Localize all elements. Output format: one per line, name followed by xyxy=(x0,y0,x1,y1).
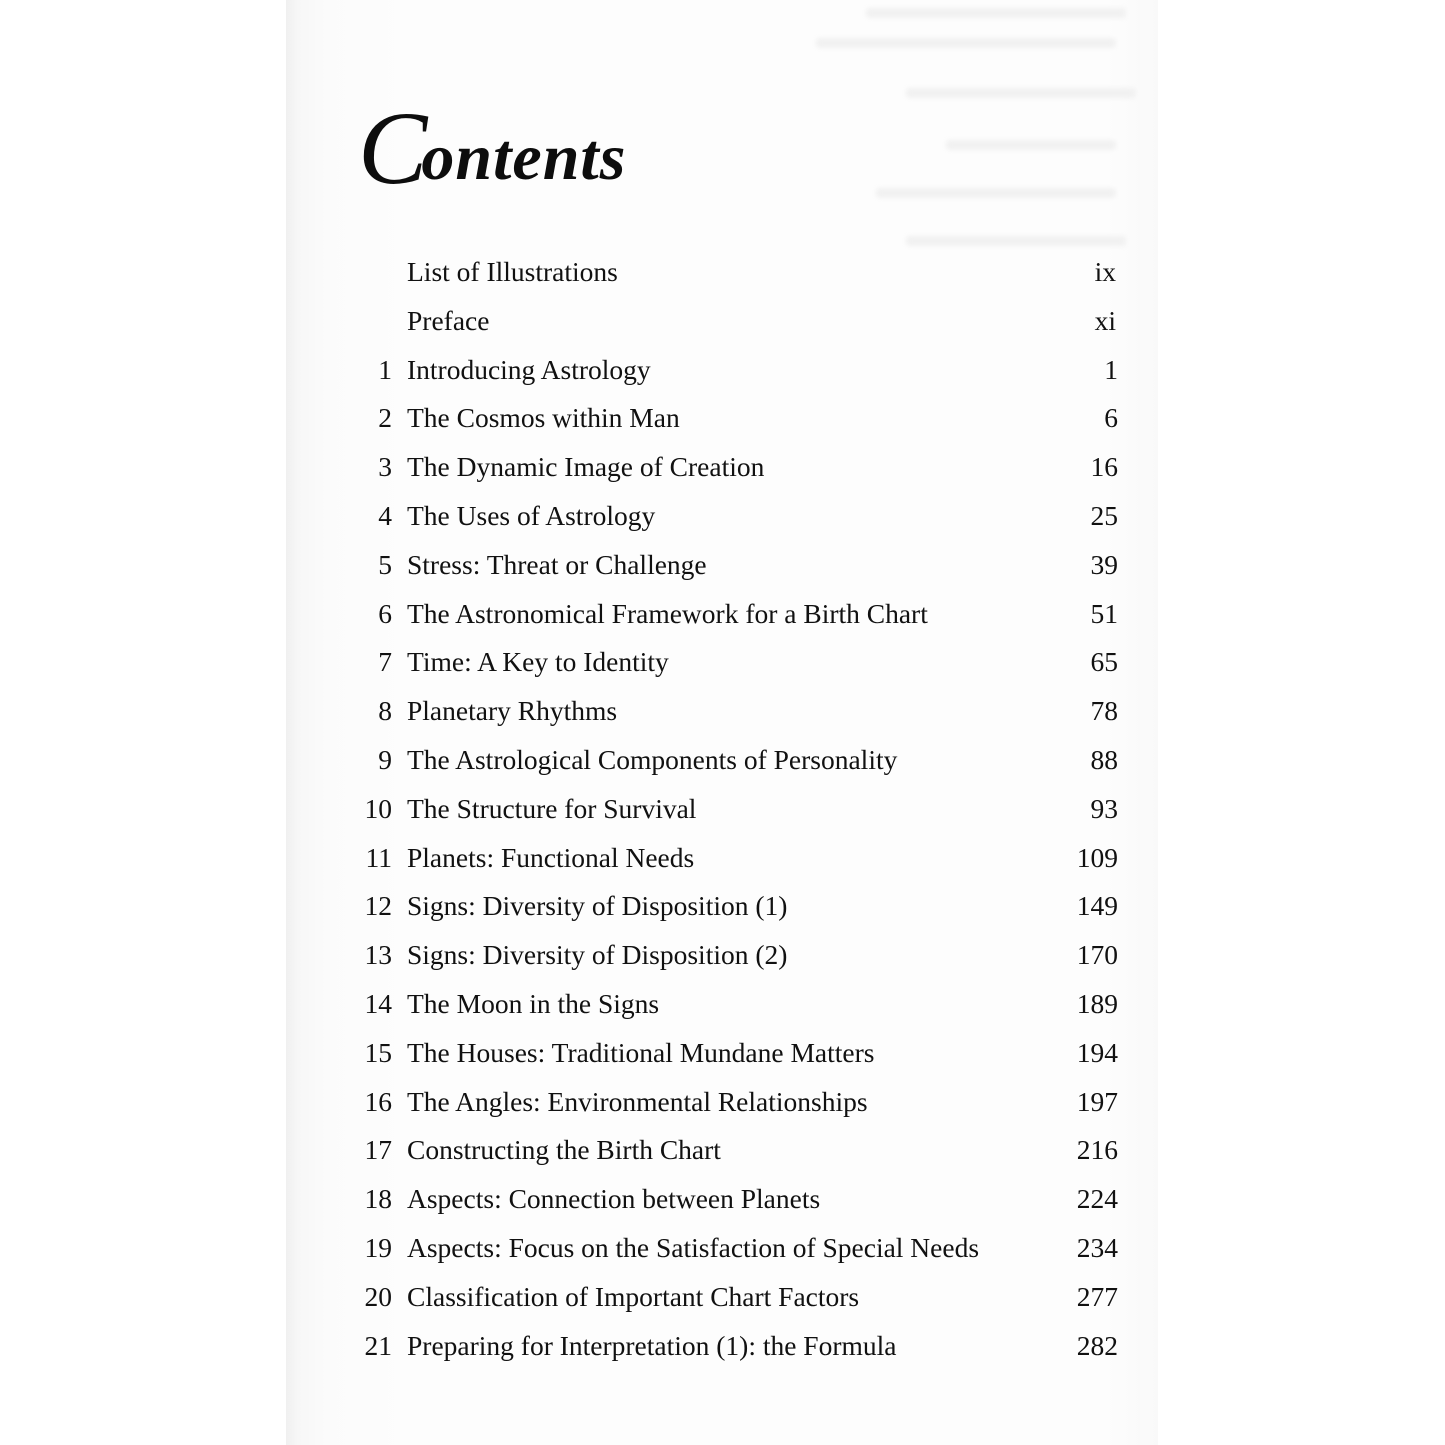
chapter-number: 17 xyxy=(364,1134,392,1166)
toc-entry xyxy=(286,590,1158,639)
toc-entry xyxy=(286,1078,1158,1127)
chapter-title: Signs: Diversity of Disposition (1) xyxy=(407,890,788,922)
page-number: 93 xyxy=(1090,792,1118,824)
chapter-number: 16 xyxy=(364,1085,392,1117)
toc-entry xyxy=(286,248,1158,297)
toc-entry xyxy=(286,1175,1158,1224)
chapter-title: Planets: Functional Needs xyxy=(407,841,695,873)
chapter-title: Aspects: Focus on the Satisfaction of Special Needs xyxy=(407,1231,980,1263)
toc-entry xyxy=(286,394,1158,443)
toc-entry xyxy=(286,980,1158,1029)
toc-entry xyxy=(286,687,1158,736)
chapter-title: Planetary Rhythms xyxy=(407,695,618,727)
page-number: 25 xyxy=(1090,499,1118,531)
chapter-number: 15 xyxy=(364,1036,392,1068)
table-of-contents xyxy=(286,248,1158,1370)
title-initial: C xyxy=(358,91,422,207)
chapter-title: The Dynamic Image of Creation xyxy=(407,451,765,483)
chapter-number: 13 xyxy=(364,939,392,971)
chapter-number: 6 xyxy=(378,597,392,629)
chapter-title: The Moon in the Signs xyxy=(407,987,660,1019)
book-page xyxy=(286,0,1158,1445)
chapter-number: 11 xyxy=(365,841,392,873)
page-number: 51 xyxy=(1090,597,1118,629)
toc-entry xyxy=(286,1322,1158,1371)
toc-entry xyxy=(286,1224,1158,1273)
page-number: xi xyxy=(1094,304,1116,336)
chapter-title: Stress: Threat or Challenge xyxy=(407,548,707,580)
toc-entry xyxy=(286,1273,1158,1322)
chapter-number: 7 xyxy=(378,646,392,678)
chapter-number: 3 xyxy=(378,451,392,483)
page-number: 16 xyxy=(1090,451,1118,483)
chapter-number: 8 xyxy=(378,695,392,727)
chapter-number: 14 xyxy=(364,987,392,1019)
page-number: 197 xyxy=(1076,1085,1118,1117)
page-number: 277 xyxy=(1076,1280,1118,1312)
toc-entry xyxy=(286,443,1158,492)
toc-entry xyxy=(286,736,1158,785)
page-number: 282 xyxy=(1076,1329,1118,1361)
page-number: 189 xyxy=(1076,987,1118,1019)
page-number: 88 xyxy=(1090,743,1118,775)
toc-entry xyxy=(286,785,1158,834)
toc-entry xyxy=(286,834,1158,883)
toc-entry xyxy=(286,882,1158,931)
chapter-title: Classification of Important Chart Factors xyxy=(407,1280,860,1312)
page-number: 1 xyxy=(1104,353,1118,385)
page-number: 216 xyxy=(1076,1134,1118,1166)
chapter-title: Preface xyxy=(407,304,490,336)
chapter-number: 18 xyxy=(364,1183,392,1215)
toc-entry xyxy=(286,638,1158,687)
toc-entry xyxy=(286,541,1158,590)
page-number: 234 xyxy=(1076,1231,1118,1263)
chapter-title: Preparing for Interpretation (1): the Formula xyxy=(407,1329,897,1361)
chapter-title: Constructing the Birth Chart xyxy=(407,1134,721,1166)
page-number: 224 xyxy=(1076,1183,1118,1215)
toc-entry xyxy=(286,297,1158,346)
title-rest: ontents xyxy=(421,121,627,195)
chapter-number: 21 xyxy=(364,1329,392,1361)
page-number: 149 xyxy=(1076,890,1118,922)
chapter-number: 19 xyxy=(364,1231,392,1263)
page-number: 6 xyxy=(1104,402,1118,434)
chapter-title: The Astronomical Framework for a Birth Chart xyxy=(407,597,928,629)
chapter-title: Time: A Key to Identity xyxy=(407,646,669,678)
chapter-title: The Houses: Traditional Mundane Matters xyxy=(407,1036,875,1068)
page-number: 109 xyxy=(1076,841,1118,873)
page-number: 170 xyxy=(1076,939,1118,971)
chapter-number: 10 xyxy=(364,792,392,824)
chapter-number: 1 xyxy=(378,353,392,385)
toc-entry xyxy=(286,931,1158,980)
bleed-through-text xyxy=(616,0,1146,250)
page-number: 39 xyxy=(1090,548,1118,580)
page-number: 78 xyxy=(1090,695,1118,727)
chapter-title: The Cosmos within Man xyxy=(407,402,680,434)
page-number: ix xyxy=(1094,256,1116,287)
chapter-number: 2 xyxy=(378,402,392,434)
chapter-title: Aspects: Connection between Planets xyxy=(407,1183,821,1215)
toc-entry xyxy=(286,492,1158,541)
chapter-title: The Angles: Environmental Relationships xyxy=(407,1085,868,1117)
page-number: 65 xyxy=(1090,646,1118,678)
chapter-number: 9 xyxy=(378,743,392,775)
page-title xyxy=(358,89,627,207)
toc-entry xyxy=(286,1126,1158,1175)
chapter-number: 12 xyxy=(364,890,392,922)
chapter-title: The Astrological Components of Personality xyxy=(407,743,898,775)
chapter-number: 20 xyxy=(364,1280,392,1312)
page-number: 194 xyxy=(1076,1036,1118,1068)
chapter-number: 4 xyxy=(378,499,392,531)
chapter-title: The Uses of Astrology xyxy=(407,499,656,531)
chapter-title: Signs: Diversity of Disposition (2) xyxy=(407,939,788,971)
chapter-title: List of Illustrations xyxy=(407,256,618,287)
toc-entry xyxy=(286,1029,1158,1078)
chapter-title: Introducing Astrology xyxy=(407,353,651,385)
chapter-number: 5 xyxy=(378,548,392,580)
chapter-title: The Structure for Survival xyxy=(407,792,697,824)
toc-entry xyxy=(286,346,1158,395)
